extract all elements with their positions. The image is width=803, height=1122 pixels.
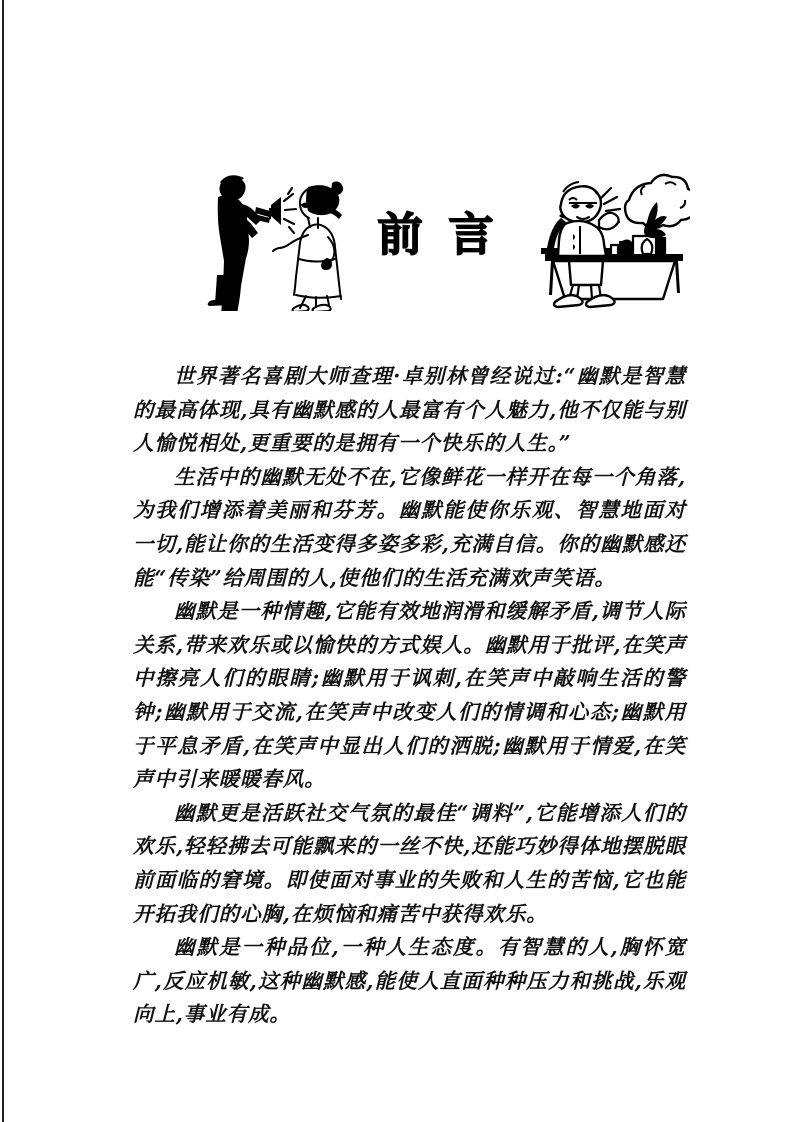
paragraph: 幽默更是活跃社交气氛的最佳“调料”,它能增添人们的欢乐,轻轻拂去可能飘来的一丝不快,还能巧妙得体地摆脱眼前面临的窘境。即使面对事业的失败和人生的苦恼,它也能开拓我们的心胸,在烦恼和痛苦中获得欢乐。	[133, 800, 686, 926]
paragraph: 幽默是一种品位,一种人生态度。有智慧的人,胸怀宽广,反应机敏,这种幽默感,能使人直面种种压力和挑战,乐观向上,事业有成。	[133, 935, 686, 1027]
paragraph: 幽默是一种情趣,它能有效地润滑和缓解矛盾,调节人际关系,带来欢乐或以愉快的方式娱人。幽默用于批评,在笑声中擦亮人们的眼睛;幽默用于讽刺,在笑声中敲响生活的警钟;幽默用于交流,在笑声中改变人们的情调和心态;幽默用于平息矛盾,在笑声中显出人们的洒脱;幽默用于情爱,在笑声中引来暖暖春风。	[133, 599, 686, 792]
preface-body	[133, 360, 686, 1032]
preface-header-band	[190, 162, 690, 312]
scientist-explosion-illustration	[525, 162, 690, 312]
page-title: 前言	[377, 207, 520, 261]
trumpet-player-and-woman-illustration	[196, 163, 346, 311]
paragraph: 生活中的幽默无处不在,它像鲜花一样开在每一个角落,为我们增添着美丽和芬芳。幽默能使你乐观、智慧地面对一切,能让你的生活变得多姿多彩,充满自信。你的幽默感还能“传染”给周围的人,使他们的生活充满欢声笑语。	[133, 464, 686, 590]
scan-edge-line	[2, 0, 4, 1122]
paragraph: 世界著名喜剧大师查理·卓别林曾经说过:“幽默是智慧的最高体现,具有幽默感的人最富有个人魅力,他不仅能与别人愉悦相处,更重要的是拥有一个快乐的人生。”	[133, 364, 686, 456]
